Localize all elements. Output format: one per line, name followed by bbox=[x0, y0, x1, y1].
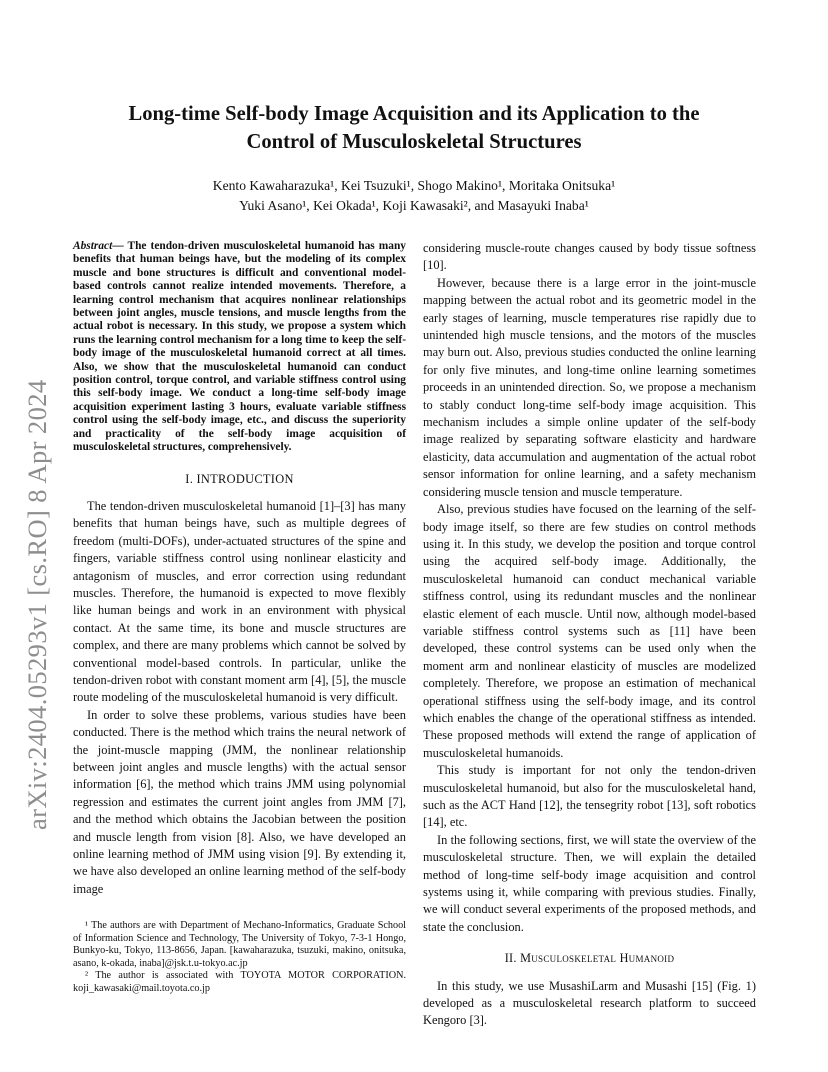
right-paragraph-1: However, because there is a large error in the joint-muscle mapping between the actual robot and its geometric model in the early stages of learning, muscle temperatures rise rapidly due to unintended high muscle tensions, and the motors of the muscles may burn out. Also, previous studies conducted the online learning for only five minutes, and long-time online learning sometimes proceeds in an unintended direction. So, we propose a mechanism to stably conduct long-time self-body image acquisition. This mechanism includes a simple online updater of the self-body image realized by separating software elasticity and hardware elasticity, data accumulation and augmentation of the actual robot sensor information for online learning, and a safety mechanism considering muscle tension and muscle temperature. bbox=[423, 275, 756, 499]
intro-paragraph-1: The tendon-driven musculoskeletal humanoid [1]–[3] has many benefits that human beings have, such as multiple degrees of freedom (multi-DOFs), under-actuated structures of the spine and fingers, variable stiffness control using nonlinear elasticity and antagonism of muscles, and error correction using redundant muscles. Therefore, the humanoid is expected to move flexibly like human beings and work in an environment with physical contact. At the same time, its bone and muscle structures are complex, and there are many problems which cannot be solved by conventional model-based controls. In particular, unlike the tendon-driven robot with constant moment arm [4], [5], the muscle route modeling of the musculoskeletal humanoid is very difficult. bbox=[73, 498, 406, 705]
section-heading-musculoskeletal-humanoid: II. Musculoskeletal Humanoid bbox=[504, 951, 675, 966]
footnotes bbox=[73, 920, 406, 996]
left-column bbox=[73, 240, 406, 898]
title-line-1: Long-time Self-body Image Acquisition and its Application to the bbox=[128, 103, 700, 125]
authors-line-2: Yuki Asano¹, Kei Okada¹, Koji Kawasaki², and Masayuki Inaba¹ bbox=[239, 198, 589, 213]
authors-line-1: Kento Kawaharazuka¹, Kei Tsuzuki¹, Shogo Makino¹, Moritaka Onitsuka¹ bbox=[212, 178, 616, 193]
footnote-2: ² The author is associated with TOYOTA MOTOR CORPORATION. koji_kawasaki@mail.toyota.co.jp bbox=[73, 970, 406, 994]
right-paragraph-2: Also, previous studies have focused on the learning of the self-body image itself, so there are few studies on control methods using it. In this study, we develop the position and torque control using the acquired self-body image. Additionally, the musculoskeletal humanoid can conduct mechanical variable stiffness control, using its redundant muscles and the nonlinear elastic element of each muscle. Until now, although model-based variable stiffness control systems such as [11] have been developed, these control systems can be used only when the moment arm and nonlinear elasticity of muscles are modelized completely. Therefore, we propose an estimation of mechanical operational stiffness using the self-body image, and its control which enables the change of the operational stiffness as intended. These proposed methods will extend the range of application of musculoskeletal humanoids. bbox=[423, 502, 756, 760]
right-column bbox=[423, 240, 756, 1030]
intro-paragraph-2: In order to solve these problems, various studies have been conducted. There is the method which trains the neural network of the joint-muscle mapping (JMM, the nonlinear relationship between joint angles and muscle lengths) with the actual sensor information [6], the method which trains JMM using polynomial regression and estimates the current joint angles from JMM [7], and the method which obtains the Jacobian between the position and muscle length from vision [8]. Also, we have developed an online learning method of JMM using vision [9]. By extending it, we have also developed an online learning method of the self-body image bbox=[73, 707, 406, 896]
paper-title bbox=[80, 100, 748, 156]
right-paragraph-5: In this study, we use MusashiLarm and Musashi [15] (Fig. 1) developed as a musculoskeletal research platform to succeed Kengoro [3]. bbox=[423, 978, 756, 1028]
footnote-1: ¹ The authors are with Department of Mechano-Informatics, Graduate School of Information Science and Technology, The University of Tokyo, 7-3-1 Hongo, Bunkyo-ku, Tokyo, 113-8656, Japan. [kawaharazuka, tsuzuki, makino, onitsuka, asano, k-okada, inaba]@jsk.t.u-tokyo.ac.jp bbox=[73, 920, 406, 969]
abstract-label: Abstract bbox=[73, 240, 113, 252]
author-list bbox=[100, 176, 728, 216]
right-paragraph-3: This study is important for not only the tendon-driven musculoskeletal humanoid, but also for the musculoskeletal hand, such as the ACT Hand [12], the tensegrity robot [13], soft robotics [14], etc. bbox=[423, 763, 756, 830]
arxiv-identifier[interactable]: arXiv:2404.05293v1 [cs.RO] 8 Apr 2024 bbox=[22, 379, 52, 830]
abstract-text: — The tendon-driven musculoskeletal humanoid has many benefits that human beings have, but the modeling of its complex muscle and bone structures is difficult and conventional model-based controls cannot realize intended movements. Therefore, a learning control mechanism that acquires nonlinear relationships between joint angles, muscle tensions, and muscle lengths from the actual robot is necessary. In this study, we propose a system which runs the learning control mechanism for a long time to keep the self-body image of the musculoskeletal humanoid correct at all times. Also, we show that the musculoskeletal humanoid can conduct position control, torque control, and variable stiffness control using this self-body image. We conduct a long-time self-body image acquisition experiment lasting 3 hours, evaluate variable stiffness control using the self-body image, etc., and discuss the superiority and practicality of the self-body image acquisition of musculoskeletal structures, comprehensively. bbox=[73, 240, 406, 454]
section-heading-introduction: I. INTRODUCTION bbox=[185, 471, 294, 486]
abstract bbox=[73, 240, 406, 455]
right-paragraph-4: In the following sections, first, we will state the overview of the musculoskeletal structure. Then, we will explain the detailed method of long-time self-body image acquisition and control systems using it, while comparing with previous studies. Finally, we will conduct several experiments of the proposed methods, and state the conclusion. bbox=[423, 832, 756, 934]
title-line-2: Control of Musculoskeletal Structures bbox=[246, 131, 582, 153]
right-paragraph-continued: considering muscle-route changes caused by body tissue softness [10]. bbox=[423, 241, 756, 273]
